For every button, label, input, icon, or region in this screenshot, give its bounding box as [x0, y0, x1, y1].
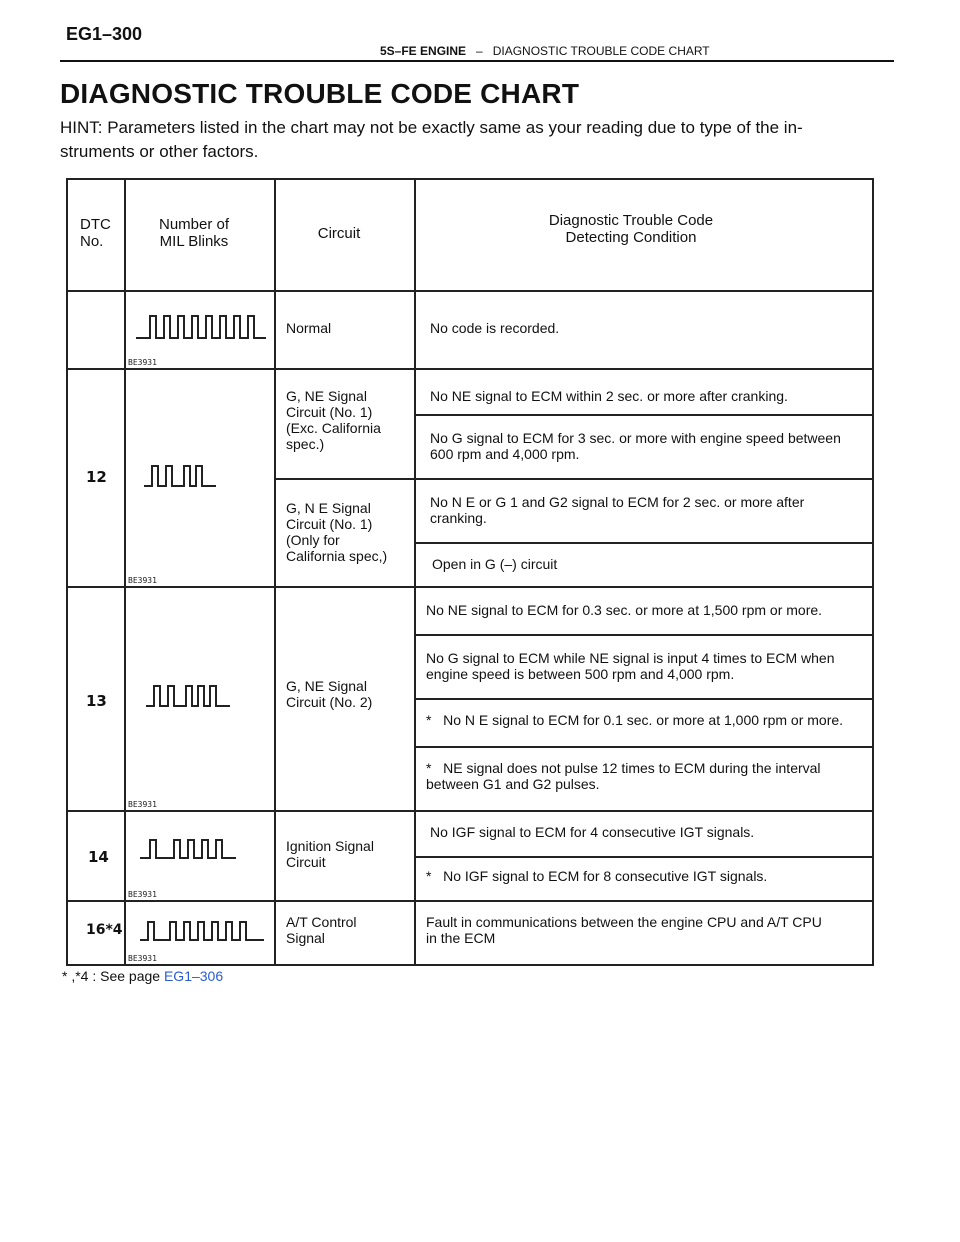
dtc-code-12: 12 — [86, 468, 107, 486]
dtc-code-14: 14 — [88, 848, 109, 866]
subrow-line — [414, 542, 874, 544]
engine-label: 5S–FE ENGINE — [380, 44, 467, 58]
table-divider-dtc — [124, 178, 126, 966]
row-line-14 — [66, 900, 874, 902]
page-code: EG1–300 — [66, 24, 143, 44]
condition-normal: No code is recorded. — [430, 320, 560, 336]
subrow-line — [414, 634, 874, 636]
condition-13-2: No G signal to ECM while NE signal is input 4 times to ECM when engine speed is between 500 rpm and 4,000 rpm. — [426, 650, 835, 682]
footnote-page-link[interactable]: EG1–306 — [163, 968, 224, 984]
col-header-dtc: DTC No. — [80, 216, 111, 250]
mil-blink-waveform-normal — [136, 312, 266, 342]
circuit-12-exc-california: G, NE Signal Circuit (No. 1) (Exc. California spec.) — [286, 388, 381, 452]
page-title: DIAGNOSTIC TROUBLE CODE CHART — [60, 78, 580, 109]
subrow-line — [274, 478, 874, 480]
figure-ref: BE3931 — [128, 890, 157, 899]
row-line-13 — [66, 810, 874, 812]
condition-13-1: No NE signal to ECM for 0.3 sec. or more at 1,500 rpm or more. — [426, 602, 823, 618]
table-border-top — [66, 178, 874, 180]
figure-ref: BE3931 — [128, 954, 157, 963]
condition-16-1: Fault in communications between the engine CPU and A/T CPU in the ECM — [426, 914, 822, 946]
table-border-right — [872, 178, 874, 966]
row-line-12 — [66, 586, 874, 588]
condition-14-1: No IGF signal to ECM for 4 consecutive IGT signals. — [430, 824, 755, 840]
subrow-line — [414, 746, 874, 748]
section-label: DIAGNOSTIC TROUBLE CODE CHART — [492, 44, 710, 58]
figure-ref: BE3931 — [128, 800, 157, 809]
circuit-16: A/T Control Signal — [286, 914, 357, 946]
figure-ref: BE3931 — [128, 358, 157, 367]
subrow-line — [414, 856, 874, 858]
condition-13-3: * No N E signal to ECM for 0.1 sec. or more at 1,000 rpm or more. — [426, 712, 844, 728]
col-header-condition: Diagnostic Trouble Code Detecting Condition — [548, 212, 714, 246]
mil-blink-waveform-14 — [140, 838, 236, 862]
row-line-normal — [66, 368, 874, 370]
header-row-line — [66, 290, 874, 292]
condition-14-2: * No IGF signal to ECM for 8 consecutive IGT signals. — [426, 868, 768, 884]
col-header-circuit: Circuit — [317, 225, 361, 242]
figure-ref: BE3931 — [128, 576, 157, 585]
mil-blink-waveform-16 — [140, 920, 264, 944]
circuit-14: Ignition Signal Circuit — [286, 838, 374, 870]
table-divider-circuit — [414, 178, 416, 966]
condition-12-3: No N E or G 1 and G2 signal to ECM for 2 sec. or more after cranking. — [430, 494, 805, 526]
table-divider-blinks — [274, 178, 276, 966]
table-border-left — [66, 178, 68, 966]
subrow-line — [414, 698, 874, 700]
condition-12-2: No G signal to ECM for 3 sec. or more with engine speed between 600 rpm and 4,000 rpm. — [430, 430, 841, 462]
circuit-13: G, NE Signal Circuit (No. 2) — [286, 678, 373, 710]
condition-12-4: Open in G (–) circuit — [432, 556, 558, 572]
dtc-code-13: 13 — [86, 692, 107, 710]
header-separator: – — [476, 44, 483, 58]
footnote-text: * ,*4 : See page — [62, 968, 164, 984]
mil-blink-waveform-12 — [144, 462, 216, 490]
circuit-12-california: G, N E Signal Circuit (No. 1) (Only for California spec,) — [286, 500, 388, 564]
mil-blink-waveform-13 — [146, 682, 230, 710]
circuit-normal: Normal — [286, 320, 332, 336]
hint-paragraph: HINT: Parameters listed in the chart may not be exactly same as your reading due to type of the in- struments or other factors. — [60, 118, 803, 161]
condition-13-4: * NE signal does not pulse 12 times to ECM during the interval between G1 and G2 pulses. — [426, 760, 821, 792]
subrow-line — [414, 414, 874, 416]
col-header-blinks: Number of MIL Blinks — [158, 216, 230, 250]
table-border-bottom — [66, 964, 874, 966]
condition-12-1: No NE signal to ECM within 2 sec. or more after cranking. — [430, 388, 788, 404]
footnote — [62, 968, 223, 984]
dtc-code-16: 16*4 — [86, 922, 123, 938]
